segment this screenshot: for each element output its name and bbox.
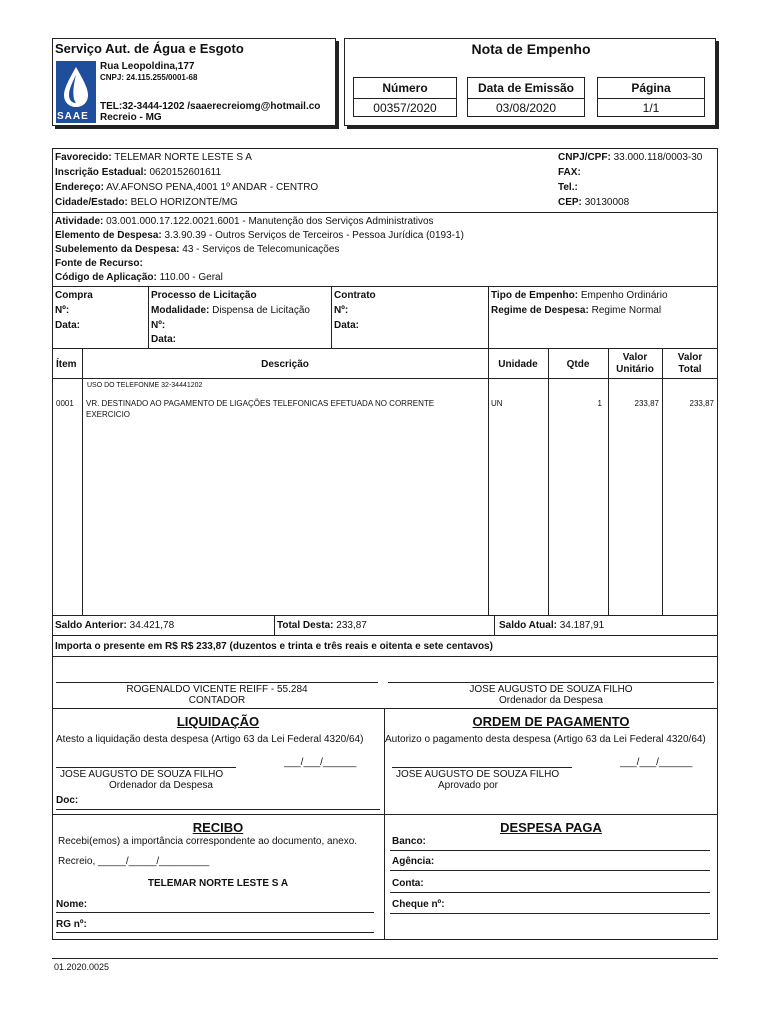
cidade-label: Cidade/Estado: (55, 197, 128, 208)
contrato-data-label: Data: (334, 320, 360, 331)
pagina-label: Página (631, 81, 671, 95)
nota-page-box (597, 77, 705, 117)
modalidade-label: Modalidade: (151, 305, 210, 316)
elemento-value: 3.3.90.39 - Outros Serviços de Terceiros - Pessoa Jurídica (0193-1) (164, 230, 464, 241)
contrato-label: Contrato (334, 290, 376, 301)
logo-text: SAAE (57, 111, 89, 122)
doc-label: Doc: (56, 795, 79, 806)
data-emissao-label: Data de Emissão (477, 81, 575, 95)
org-cnpj: CNPJ: 24.115.255/0001-68 (100, 73, 198, 82)
recibo-recreio: Recreio, _____/_____/_________ (58, 856, 210, 867)
header-descricao: Descrição (261, 359, 309, 370)
liquidacao-name: JOSE AUGUSTO DE SOUZA FILHO (60, 769, 224, 780)
row-qtde: 1 (597, 399, 602, 408)
header-item: Ítem (56, 359, 77, 370)
saldo-anterior-value: 34.421,78 (129, 620, 175, 631)
atividade-label: Atividade: (55, 216, 104, 227)
favorecido-label: Favorecido: (55, 152, 112, 163)
row-item: 0001 (56, 399, 74, 408)
banco-label: Banco: (392, 836, 426, 847)
cnpj-label: CNPJ/CPF: (558, 152, 611, 163)
org-contact: TEL:32-3444-1202 /saaerecreiomg@hotmail.co (100, 101, 321, 112)
header-qtde: Qtde (566, 359, 590, 370)
numero-value: 00357/2020 (373, 101, 437, 115)
codigo-label: Código de Aplicação: (55, 272, 157, 283)
ordenador-role: Ordenador da Despesa (499, 695, 603, 706)
atividade-value: 03.001.000.17.122.0021.6001 - Manutenção dos Serviços Administrativos (106, 216, 434, 227)
header-valor-total-1: Valor (677, 352, 703, 363)
recibo-text: Recebi(emos) a importância correspondente ao documento, anexo. (58, 836, 358, 847)
processo-data-label: Data: (151, 334, 177, 345)
codigo-value: 110.00 - Geral (159, 272, 223, 283)
row-unidade: UN (491, 399, 503, 408)
tel-label: Tel.: (558, 182, 578, 193)
ordem-title: ORDEM DE PAGAMENTO (472, 714, 630, 729)
inscricao-label: Inscrição Estadual: (55, 167, 147, 178)
recibo-title: RECIBO (192, 820, 244, 835)
despesa-paga-title: DESPESA PAGA (500, 820, 602, 835)
liquidacao-text: Atesto a liquidação desta despesa (Artigo 63 da Lei Federal 4320/64) (56, 734, 364, 745)
header-unidade: Unidade (498, 359, 538, 370)
compra-no-label: Nº: (55, 305, 70, 316)
tipo-empenho-value: Empenho Ordinário (580, 290, 668, 301)
org-city: Recreio - MG (100, 112, 162, 123)
cheque-label: Cheque nº: (392, 899, 445, 910)
liquidacao-date: ___/___/______ (284, 757, 357, 768)
ordem-name: JOSE AUGUSTO DE SOUZA FILHO (396, 769, 560, 780)
ordem-date: ___/___/______ (620, 757, 693, 768)
numero-label: Número (382, 81, 428, 95)
fonte-label: Fonte de Recurso: (55, 258, 143, 269)
ordenador-name: JOSE AUGUSTO DE SOUZA FILHO (469, 684, 633, 695)
header-valor-total-2: Total (678, 364, 702, 375)
header-valor-unitario-1: Valor (622, 352, 648, 363)
subelemento-value: 43 - Serviços de Telecomunicações (182, 244, 340, 255)
agencia-label: Agência: (392, 856, 435, 867)
org-street: Rua Leopoldina,177 (100, 61, 195, 72)
recibo-rg-label: RG nº: (56, 919, 87, 930)
saldo-atual-label: Saldo Atual: (499, 620, 557, 631)
importa-text: Importa o presente em R$ R$ 233,87 (duzentos e trinta e três reais e oitenta e sete centavos) (55, 641, 493, 652)
row-descricao-2: EXERCICIO (86, 410, 131, 419)
subelemento-label: Subelemento da Despesa: (55, 244, 180, 255)
contador-role: CONTADOR (188, 695, 246, 706)
liquidacao-role: Ordenador da Despesa (109, 780, 213, 791)
tipo-empenho-label: Tipo de Empenho: (491, 290, 579, 301)
ordem-role: Aprovado por (437, 780, 499, 791)
cidade-value: BELO HORIZONTE/MG (130, 197, 238, 208)
row-valor-total: 233,87 (689, 399, 714, 408)
cep-label: CEP: (558, 197, 582, 208)
conta-label: Conta: (392, 878, 424, 889)
processo-no-label: Nº: (151, 320, 166, 331)
saldo-atual-value: 34.187,91 (559, 620, 605, 631)
nota-date-box (467, 77, 585, 117)
recibo-company: TELEMAR NORTE LESTE S A (147, 878, 289, 889)
favorecido-value: TELEMAR NORTE LESTE S A (114, 152, 252, 163)
contador-name: ROGENALDO VICENTE REIFF - 55.284 (126, 684, 308, 695)
nota-title: Nota de Empenho (471, 41, 591, 57)
nota-number-box (353, 77, 457, 117)
regime-label: Regime de Despesa: (491, 305, 589, 316)
endereco-label: Endereço: (55, 182, 104, 193)
endereco-value: AV.AFONSO PENA,4001 1º ANDAR - CENTRO (106, 182, 319, 193)
row-descricao-1: VR. DESTINADO AO PAGAMENTO DE LIGAÇÕES TELEFONICAS EFETUADA NO CORRENTE (86, 399, 435, 408)
regime-value: Regime Normal (591, 305, 662, 316)
ordem-text: Autorizo o pagamento desta despesa (Artigo 63 da Lei Federal 4320/64) (385, 734, 706, 745)
fax-label: FAX: (558, 167, 581, 178)
footer-code: 01.2020.0025 (54, 962, 110, 972)
org-header-box (52, 38, 336, 126)
recibo-nome-label: Nome: (56, 899, 88, 910)
header-valor-unitario-2: Unitário (616, 364, 654, 375)
pagina-value: 1/1 (642, 101, 660, 115)
row-valor-unitario: 233,87 (634, 399, 659, 408)
data-emissao-value: 03/08/2020 (495, 101, 557, 115)
cep-value: 30130008 (584, 197, 630, 208)
processo-label: Processo de Licitação (151, 290, 257, 301)
cnpj-value: 33.000.118/0003-30 (613, 152, 703, 163)
nota-header-box (344, 38, 716, 126)
saae-logo (56, 61, 96, 123)
compra-data-label: Data: (55, 320, 81, 331)
total-desta-value: 233,87 (336, 620, 367, 631)
compra-label: Compra (55, 290, 93, 301)
elemento-label: Elemento de Despesa: (55, 230, 162, 241)
liquidacao-title: LIQUIDAÇÃO (176, 714, 260, 729)
saldo-anterior-label: Saldo Anterior: (55, 620, 127, 631)
contrato-no-label: Nº: (334, 305, 349, 316)
item-note: USO DO TELEFONME 32-34441202 (87, 382, 203, 389)
org-name: Serviço Aut. de Água e Esgoto (55, 41, 244, 56)
modalidade-value: Dispensa de Licitação (212, 305, 310, 316)
total-desta-label: Total Desta: (277, 620, 334, 631)
inscricao-value: 0620152601611 (149, 167, 222, 178)
